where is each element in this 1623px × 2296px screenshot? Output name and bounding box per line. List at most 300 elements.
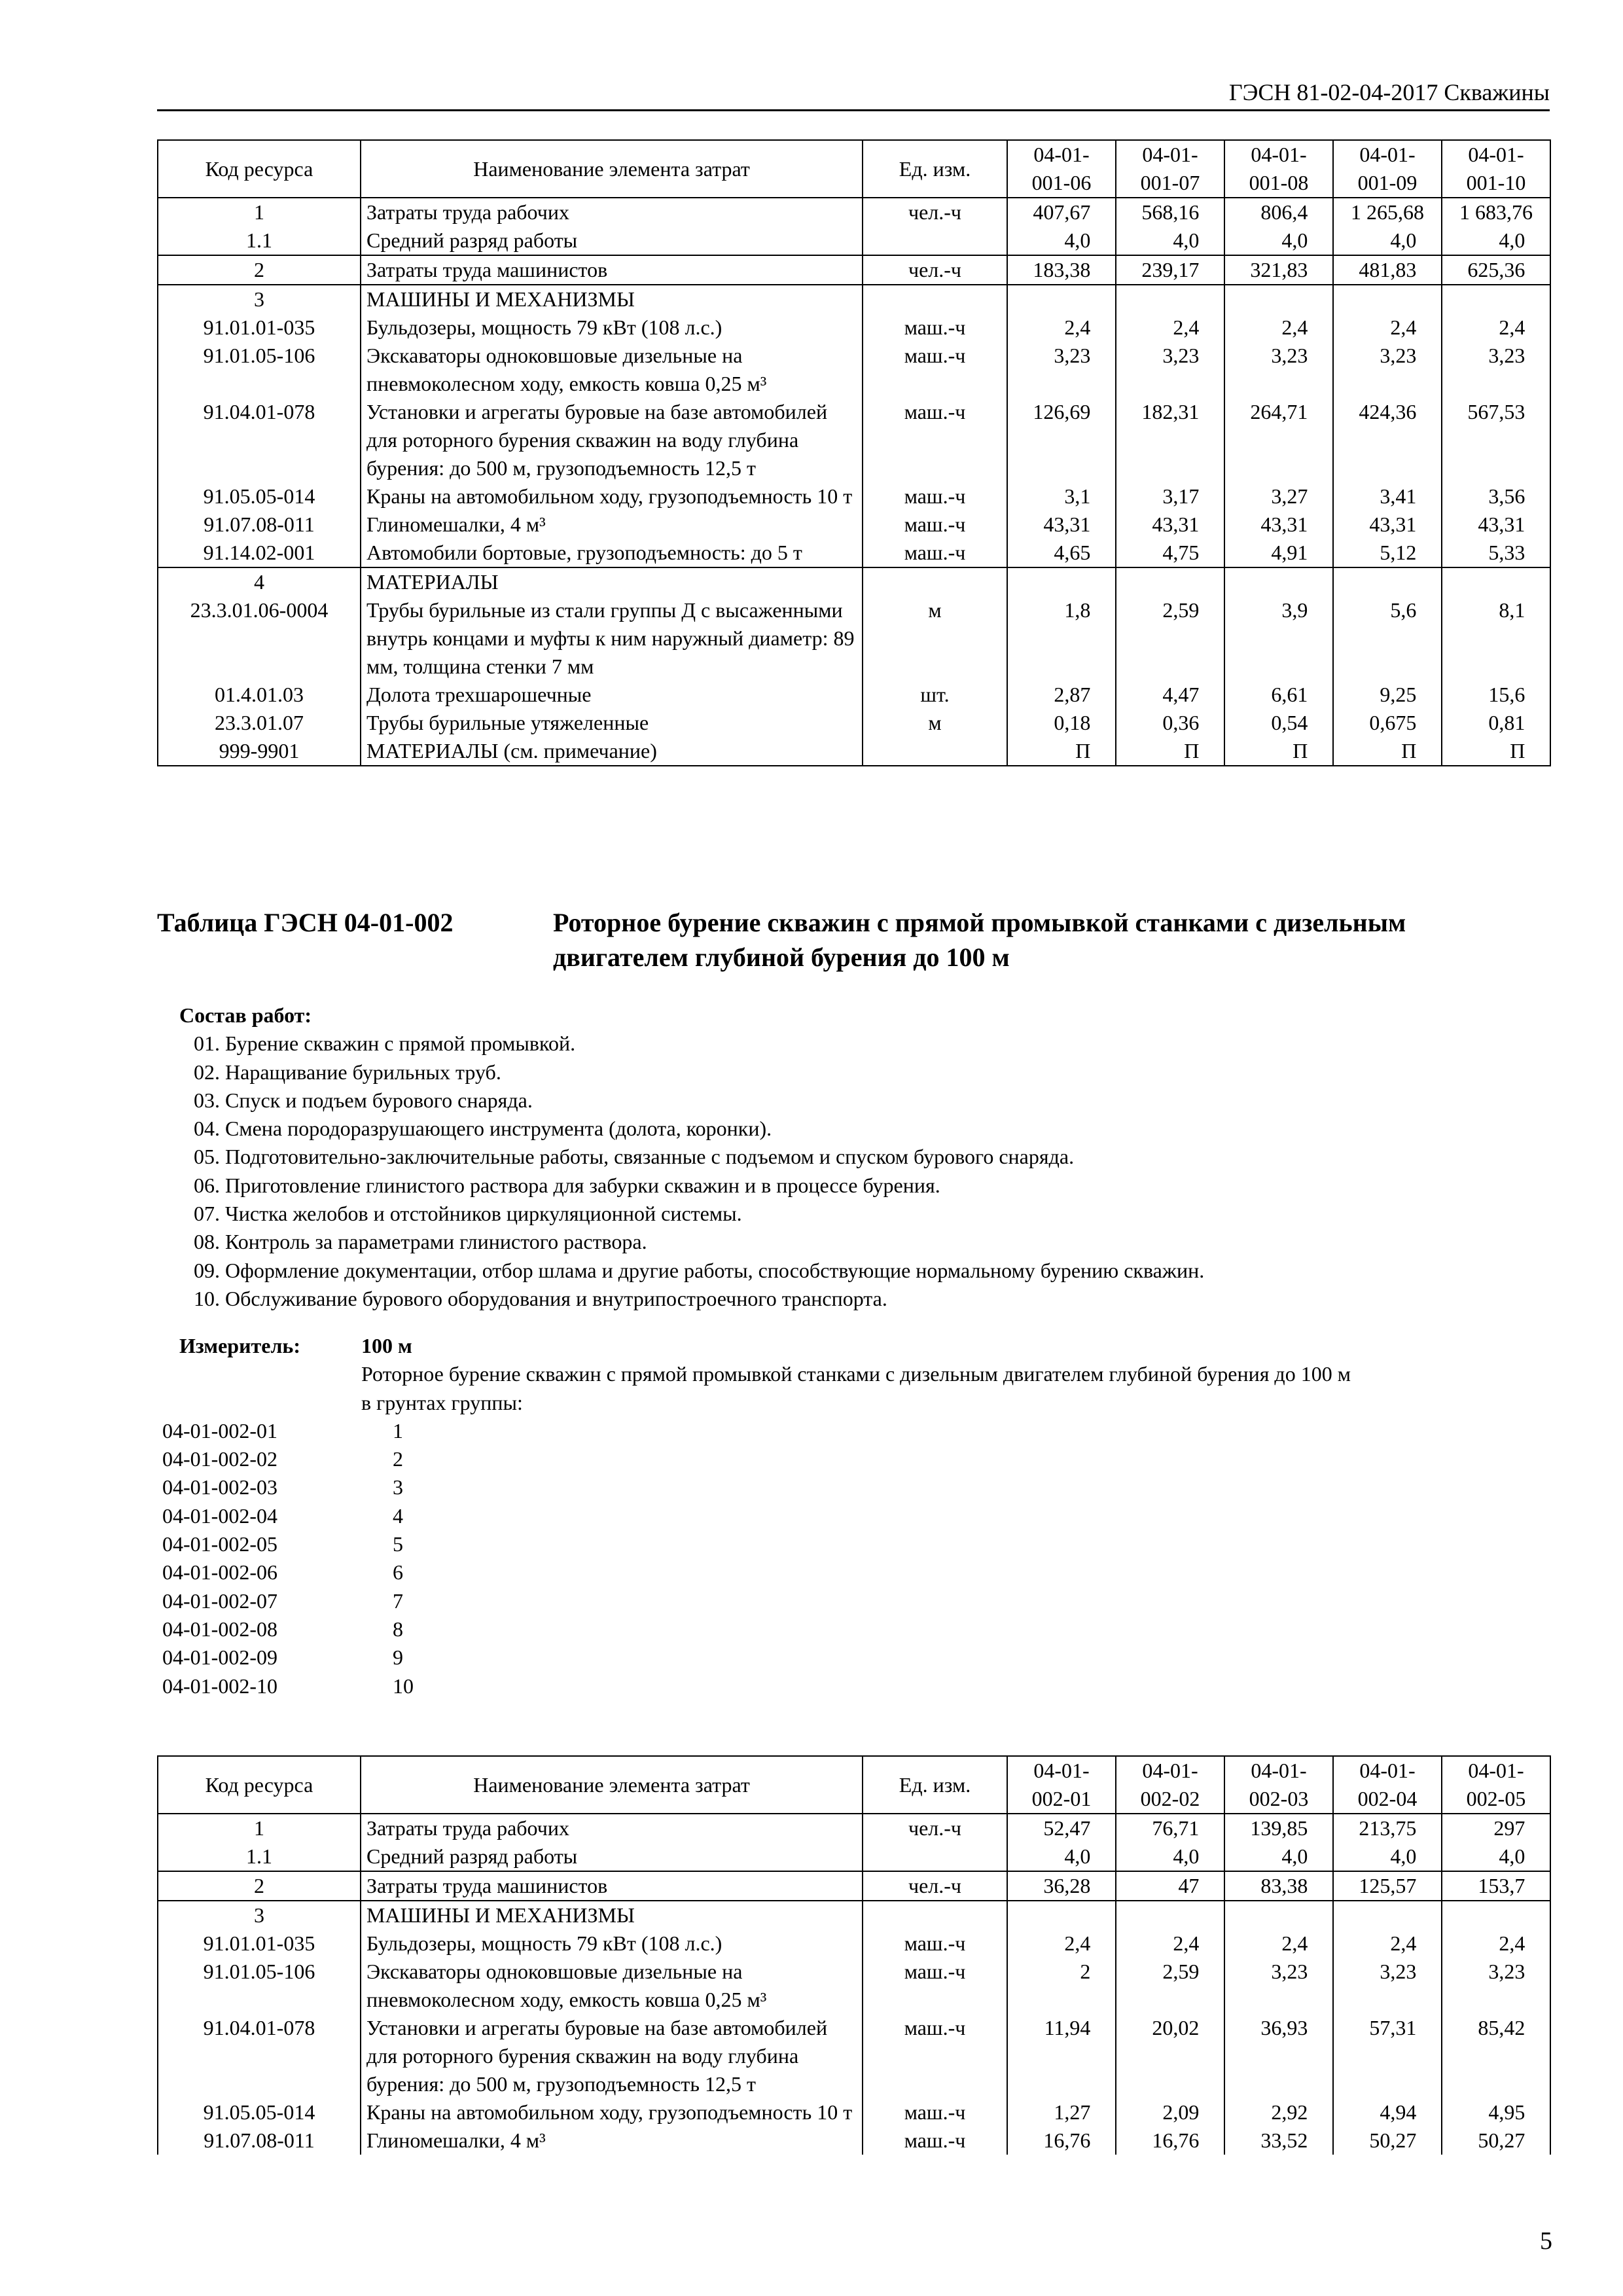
norm-value-text: 85,42 [1478, 2016, 1525, 2039]
soil-group-number: 9 [393, 1645, 403, 1670]
header-norm-code-line2: 002-05 [1466, 1787, 1526, 1810]
resource-name: Бульдозеры, мощность 79 кВт (108 л.с.) [361, 1929, 863, 1958]
resource-table-04-01-002 [157, 1755, 1551, 2155]
norm-value-text: 2,4 [1499, 1931, 1525, 1955]
resource-name: Краны на автомобильном ходу, грузоподъемность 10 т [361, 482, 863, 511]
norm-value [1224, 1958, 1333, 2014]
norm-value-text: 20,02 [1152, 2016, 1200, 2039]
header-name: Наименование элемента затрат [361, 1756, 863, 1814]
norm-value [1224, 709, 1333, 737]
norm-value-text: 5,33 [1488, 541, 1525, 564]
resource-name: Затраты труда рабочих [361, 198, 863, 226]
unit [863, 737, 1007, 766]
norm-value-text: 11,94 [1044, 2016, 1091, 2039]
norm-value [1224, 398, 1333, 482]
resource-name: Бульдозеры, мощность 79 кВт (108 л.с.) [361, 314, 863, 342]
norm-value [1116, 398, 1224, 482]
norm-value-text: 5,6 [1390, 598, 1417, 622]
norm-value-text: 4,91 [1271, 541, 1308, 564]
header-norm-code-line1: 04-01- [1142, 143, 1198, 166]
norm-value [1224, 314, 1333, 342]
norm-value-text: 43,31 [1478, 512, 1525, 536]
norm-value [1224, 2126, 1333, 2155]
norm-value-text: 2,4 [1499, 315, 1525, 339]
norm-value [1007, 226, 1116, 255]
norm-value [1442, 226, 1550, 255]
norm-value [1116, 1842, 1224, 1871]
meter-description: Роторное бурение скважин с прямой промывкой станками с дизельным двигателем глубиной бурения до 100 м [361, 1362, 1351, 1386]
norm-value [1007, 1901, 1116, 1929]
header-norm-code-line1: 04-01- [1359, 1759, 1416, 1782]
norm-code: 04-01-002-04 [162, 1503, 277, 1528]
norm-value-text: 239,17 [1141, 258, 1200, 281]
header-norm-code [1442, 1756, 1550, 1814]
resource-name: Трубы бурильные утяжеленные [361, 709, 863, 737]
norm-value-text: 36,93 [1260, 2016, 1308, 2039]
norm-value-text: 407,67 [1033, 200, 1091, 224]
resource-name: МАТЕРИАЛЫ [361, 567, 863, 596]
norm-value [1224, 482, 1333, 511]
resource-name: Краны на автомобильном ходу, грузоподъемность 10 т [361, 2098, 863, 2126]
norm-value-text: 2,92 [1271, 2100, 1308, 2124]
norm-value [1007, 2014, 1116, 2098]
table-row [158, 1814, 1550, 1842]
table-row [158, 398, 1550, 482]
norm-value [1007, 709, 1116, 737]
norm-value [1333, 1842, 1442, 1871]
meter-code-row [157, 1558, 1550, 1587]
norm-value-text: 4,0 [1064, 228, 1091, 252]
norm-value-text: 3,27 [1271, 484, 1308, 508]
norm-value [1116, 342, 1224, 398]
norm-value [1333, 681, 1442, 709]
norm-value [1007, 1958, 1116, 2014]
norm-value-text: 2,59 [1162, 1960, 1200, 1983]
norm-value [1116, 285, 1224, 314]
norm-value [1007, 1842, 1116, 1871]
works-item: 02. Наращивание бурильных труб. [194, 1060, 501, 1084]
norm-value-text: 2,59 [1162, 598, 1200, 622]
unit [863, 567, 1007, 596]
norm-value [1442, 342, 1550, 398]
header-unit: Ед. изм. [863, 1756, 1007, 1814]
norm-value-text: 264,71 [1250, 400, 1308, 423]
norm-value [1224, 198, 1333, 226]
meter-code-row [157, 1615, 1550, 1643]
norm-value [1224, 226, 1333, 255]
norm-value-text: 126,69 [1033, 400, 1091, 423]
norm-value-text: 567,53 [1467, 400, 1525, 423]
resource-code: 91.01.05-106 [158, 1958, 361, 2014]
norm-value-text: 2,4 [1281, 1931, 1308, 1955]
norm-value-text: 3,9 [1281, 598, 1308, 622]
table-row [158, 511, 1550, 539]
table-row [158, 1929, 1550, 1958]
norm-value-text: 33,52 [1260, 2128, 1308, 2152]
norm-value [1007, 398, 1116, 482]
header-norm-code-line2: 001-06 [1031, 171, 1092, 194]
norm-value [1116, 539, 1224, 567]
norm-value [1333, 1929, 1442, 1958]
header-norm-code-line1: 04-01- [1033, 143, 1090, 166]
works-item: 06. Приготовление глинистого раствора для забурки скважин и в процессе бурения. [194, 1173, 940, 1197]
norm-value-text: 43,31 [1043, 512, 1091, 536]
norm-value-text: 2,4 [1064, 315, 1091, 339]
resource-code: 91.01.05-106 [158, 342, 361, 398]
soil-group-number: 3 [393, 1475, 403, 1499]
meter-value: 100 м [361, 1334, 412, 1357]
norm-value [1333, 709, 1442, 737]
resource-code: 01.4.01.03 [158, 681, 361, 709]
norm-value [1224, 255, 1333, 285]
table-row [158, 1842, 1550, 1871]
norm-value [1116, 2098, 1224, 2126]
norm-value-text: 4,0 [1499, 1844, 1525, 1868]
norm-value [1442, 737, 1550, 766]
resource-name: Трубы бурильные из стали группы Д с высаженными внутрь концами и муфты к ним наружный диаметр: 89 мм, толщина стенки 7 мм [361, 596, 863, 681]
norm-value-text: 4,47 [1162, 683, 1200, 706]
norm-value [1116, 482, 1224, 511]
meter-code-row [157, 1417, 1550, 1445]
norm-value-text: 3,56 [1488, 484, 1525, 508]
unit [863, 1901, 1007, 1929]
soil-group-number: 7 [393, 1588, 403, 1613]
norm-value-text: 6,61 [1271, 683, 1308, 706]
norm-value-text: 3,23 [1488, 1960, 1525, 1983]
header-norm-code-line1: 04-01- [1251, 143, 1307, 166]
resource-code: 91.07.08-011 [158, 511, 361, 539]
norm-value-text: 625,36 [1467, 258, 1525, 281]
resource-code: 91.01.01-035 [158, 1929, 361, 1958]
norm-value [1007, 482, 1116, 511]
unit: маш.-ч [863, 2014, 1007, 2098]
norm-value [1333, 226, 1442, 255]
norm-value [1116, 709, 1224, 737]
norm-value-text: 3,23 [1380, 344, 1417, 367]
norm-value-text: 3,23 [1488, 344, 1525, 367]
unit [863, 226, 1007, 255]
norm-value [1333, 2098, 1442, 2126]
norm-value [1333, 285, 1442, 314]
norm-value [1333, 511, 1442, 539]
norm-value [1007, 596, 1116, 681]
unit: чел.-ч [863, 1871, 1007, 1901]
norm-value [1224, 511, 1333, 539]
norm-code: 04-01-002-09 [162, 1645, 277, 1670]
norm-value [1116, 737, 1224, 766]
norm-value-text: 2,4 [1064, 1931, 1091, 1955]
norm-value-text: 1 683,76 [1459, 200, 1533, 224]
norm-value [1116, 1814, 1224, 1842]
table-row [158, 1871, 1550, 1901]
norm-value-text: 4,95 [1488, 2100, 1525, 2124]
table-row [158, 226, 1550, 255]
norm-value-text: 1,27 [1054, 2100, 1091, 2124]
norm-value [1007, 255, 1116, 285]
norm-value [1224, 1842, 1333, 1871]
norm-value [1442, 398, 1550, 482]
norm-value-text: 4,0 [1173, 1844, 1200, 1868]
unit: маш.-ч [863, 1958, 1007, 2014]
unit: чел.-ч [863, 255, 1007, 285]
resource-name: Экскаваторы одноковшовые дизельные на пневмоколесном ходу, емкость ковша 0,25 м³ [361, 1958, 863, 2014]
norm-value-text: 3,23 [1162, 344, 1200, 367]
norm-value-text: П [1075, 739, 1091, 762]
norm-value-text: 2,09 [1162, 2100, 1200, 2124]
resource-code: 91.04.01-078 [158, 398, 361, 482]
norm-value [1333, 255, 1442, 285]
norm-value-text: 3,23 [1271, 1960, 1308, 1983]
resource-name: МАТЕРИАЛЫ (см. примечание) [361, 737, 863, 766]
table-row [158, 709, 1550, 737]
norm-value [1442, 314, 1550, 342]
works-item: 09. Оформление документации, отбор шлама и другие работы, способствующие нормальному бурению скважин. [194, 1258, 1205, 1282]
table-row [158, 1958, 1550, 2014]
norm-value-text: 4,75 [1162, 541, 1200, 564]
norm-value [1333, 314, 1442, 342]
norm-value-text: 4,0 [1064, 1844, 1091, 1868]
norm-value-text: 2,4 [1390, 315, 1417, 339]
table-row [158, 737, 1550, 766]
table-row [158, 342, 1550, 398]
unit [863, 285, 1007, 314]
norm-value [1442, 596, 1550, 681]
soil-group-number: 8 [393, 1617, 403, 1641]
norm-value [1116, 567, 1224, 596]
norm-value [1007, 737, 1116, 766]
table-header-row [158, 1756, 1550, 1814]
resource-name: Затраты труда машинистов [361, 255, 863, 285]
resource-name: Установки и агрегаты буровые на базе автомобилей для роторного бурения скважин на воду глубина бурения: до 500 м, грузоподъемность 12,5 т [361, 2014, 863, 2098]
norm-value-text: 806,4 [1260, 200, 1308, 224]
norm-value-text: 76,71 [1152, 1816, 1200, 1840]
resource-code: 91.04.01-078 [158, 2014, 361, 2098]
norm-value-text: 50,27 [1369, 2128, 1417, 2152]
norm-value [1333, 1814, 1442, 1842]
meter-description-2: в грунтах группы: [361, 1390, 523, 1414]
soil-group-number: 2 [393, 1447, 403, 1471]
resource-name: МАШИНЫ И МЕХАНИЗМЫ [361, 1901, 863, 1929]
resource-name: Экскаваторы одноковшовые дизельные на пневмоколесном ходу, емкость ковша 0,25 м³ [361, 342, 863, 398]
unit: м [863, 709, 1007, 737]
norm-value [1007, 285, 1116, 314]
header-code: Код ресурса [158, 140, 361, 198]
norm-value [1224, 1814, 1333, 1842]
norm-value [1333, 2014, 1442, 2098]
resource-code: 91.01.01-035 [158, 314, 361, 342]
unit: маш.-ч [863, 511, 1007, 539]
works-item: 10. Обслуживание бурового оборудования и внутрипостроечного транспорта. [194, 1286, 887, 1310]
header-norm-code-line2: 002-03 [1249, 1787, 1309, 1810]
norm-value [1442, 2098, 1550, 2126]
norm-value-text: 424,36 [1359, 400, 1417, 423]
resource-code: 1.1 [158, 226, 361, 255]
norm-value-text: 43,31 [1152, 512, 1200, 536]
table-row [158, 539, 1550, 567]
norm-value [1442, 1929, 1550, 1958]
header-norm-code [1333, 1756, 1442, 1814]
works-item: 08. Контроль за параметрами глинистого раствора. [194, 1230, 647, 1254]
meter-code-row [157, 1473, 1550, 1501]
table-row [158, 596, 1550, 681]
meter-code-row [157, 1502, 1550, 1530]
norm-value [1224, 2098, 1333, 2126]
norm-value [1116, 681, 1224, 709]
meter-code-row [157, 1672, 1550, 1700]
norm-value [1224, 737, 1333, 766]
resource-code: 91.05.05-014 [158, 482, 361, 511]
norm-value [1442, 1901, 1550, 1929]
header-norm-code [1333, 140, 1442, 198]
norm-value [1333, 398, 1442, 482]
norm-value-text: 0,18 [1054, 711, 1091, 734]
norm-value-text: 16,76 [1043, 2128, 1091, 2152]
table-row [158, 2098, 1550, 2126]
works-composition [179, 1001, 1554, 1313]
resource-code: 2 [158, 1871, 361, 1901]
norm-value [1224, 342, 1333, 398]
norm-value [1116, 1958, 1224, 2014]
header-norm-code-line2: 002-04 [1357, 1787, 1418, 1810]
norm-value-text: 3,23 [1380, 1960, 1417, 1983]
norm-value [1116, 2126, 1224, 2155]
norm-value [1007, 1929, 1116, 1958]
norm-value [1007, 567, 1116, 596]
soil-group-number: 5 [393, 1532, 403, 1556]
norm-value [1224, 1901, 1333, 1929]
header-norm-code-line2: 002-02 [1140, 1787, 1200, 1810]
norm-value [1007, 511, 1116, 539]
norm-value-text: 4,0 [1390, 1844, 1417, 1868]
unit: маш.-ч [863, 314, 1007, 342]
norm-value-text: 3,1 [1064, 484, 1091, 508]
norm-code: 04-01-002-01 [162, 1418, 277, 1443]
resource-name: Глиномешалки, 4 м³ [361, 2126, 863, 2155]
resource-code: 91.05.05-014 [158, 2098, 361, 2126]
norm-value [1116, 2014, 1224, 2098]
norm-value-text: 0,54 [1271, 711, 1308, 734]
unit: маш.-ч [863, 539, 1007, 567]
norm-value-text: 182,31 [1141, 400, 1200, 423]
works-item: 03. Спуск и подъем бурового снаряда. [194, 1088, 533, 1112]
unit: маш.-ч [863, 2126, 1007, 2155]
unit: м [863, 596, 1007, 681]
norm-value-text: 16,76 [1152, 2128, 1200, 2152]
norm-value [1224, 567, 1333, 596]
header-norm-code-line1: 04-01- [1033, 1759, 1090, 1782]
resource-name: Средний разряд работы [361, 226, 863, 255]
norm-value [1442, 511, 1550, 539]
header-norm-code [1224, 1756, 1333, 1814]
norm-value [1007, 2126, 1116, 2155]
header-norm-code-line1: 04-01- [1468, 143, 1524, 166]
header-unit: Ед. изм. [863, 140, 1007, 198]
norm-value [1116, 596, 1224, 681]
resource-name: Глиномешалки, 4 м³ [361, 511, 863, 539]
norm-value-text: 50,27 [1478, 2128, 1525, 2152]
table-row [158, 681, 1550, 709]
resource-name: Затраты труда рабочих [361, 1814, 863, 1842]
resource-code: 1 [158, 1814, 361, 1842]
norm-value-text: 213,75 [1359, 1816, 1417, 1840]
table-number: Таблица ГЭСН 04-01-002 [157, 908, 454, 937]
norm-value [1442, 285, 1550, 314]
norm-value-text: 9,25 [1380, 683, 1417, 706]
resource-name: Автомобили бортовые, грузоподъемность: до 5 т [361, 539, 863, 567]
unit: маш.-ч [863, 398, 1007, 482]
norm-value-text: 43,31 [1260, 512, 1308, 536]
header-norm-code-line2: 001-09 [1357, 171, 1418, 194]
norm-value [1224, 1871, 1333, 1901]
norm-value [1333, 2126, 1442, 2155]
works-item: 05. Подготовительно-заключительные работы, связанные с подъемом и спуском бурового снаряда. [194, 1145, 1075, 1169]
norm-value-text: 125,57 [1359, 1874, 1417, 1897]
resource-code: 4 [158, 567, 361, 596]
header-norm-code-line2: 001-07 [1140, 171, 1200, 194]
norm-value-text: 15,6 [1488, 683, 1525, 706]
resource-name: МАШИНЫ И МЕХАНИЗМЫ [361, 285, 863, 314]
norm-value [1333, 1901, 1442, 1929]
resource-code: 1 [158, 198, 361, 226]
unit: маш.-ч [863, 482, 1007, 511]
norm-value [1442, 709, 1550, 737]
norm-value [1116, 255, 1224, 285]
soil-group-number: 4 [393, 1503, 403, 1528]
norm-code: 04-01-002-06 [162, 1560, 277, 1585]
norm-value-text: 2,4 [1173, 315, 1200, 339]
header-norm-code [1116, 140, 1224, 198]
norm-value-text: 0,675 [1369, 711, 1417, 734]
norm-value-text: П [1510, 739, 1525, 762]
norm-value [1442, 1871, 1550, 1901]
unit: чел.-ч [863, 198, 1007, 226]
unit: маш.-ч [863, 1929, 1007, 1958]
resource-code: 999-9901 [158, 737, 361, 766]
norm-value [1333, 1958, 1442, 2014]
table-row [158, 567, 1550, 596]
norm-value-text: 2,4 [1173, 1931, 1200, 1955]
norm-value [1116, 314, 1224, 342]
header-norm-code-line1: 04-01- [1251, 1759, 1307, 1782]
norm-value [1333, 567, 1442, 596]
norm-value-text: 2 [1080, 1960, 1091, 1983]
norm-value-text: 4,0 [1173, 228, 1200, 252]
norm-code: 04-01-002-07 [162, 1588, 277, 1613]
norm-value-text: 1,8 [1064, 598, 1091, 622]
norm-value-text: 0,36 [1162, 711, 1200, 734]
resource-table-04-01-001 [157, 139, 1551, 766]
table-heading: Роторное бурение скважин с прямой промывкой станками с дизельным двигателем глубиной бурения до 100 м [553, 908, 1406, 972]
norm-value-text: 2,4 [1390, 1931, 1417, 1955]
norm-value-text: 1 265,68 [1351, 200, 1424, 224]
soil-group-number: 6 [393, 1560, 403, 1585]
norm-code: 04-01-002-10 [162, 1674, 277, 1698]
norm-value [1442, 1958, 1550, 2014]
norm-code: 04-01-002-02 [162, 1447, 277, 1471]
norm-value [1442, 255, 1550, 285]
norm-value [1333, 198, 1442, 226]
norm-value-text: 0,81 [1488, 711, 1525, 734]
norm-value-text: 2,4 [1281, 315, 1308, 339]
meter-label: Измеритель: [179, 1334, 300, 1357]
norm-value [1333, 342, 1442, 398]
norm-value [1442, 567, 1550, 596]
norm-value [1442, 482, 1550, 511]
unit: маш.-ч [863, 342, 1007, 398]
unit: маш.-ч [863, 2098, 1007, 2126]
table-row [158, 285, 1550, 314]
norm-value [1224, 681, 1333, 709]
